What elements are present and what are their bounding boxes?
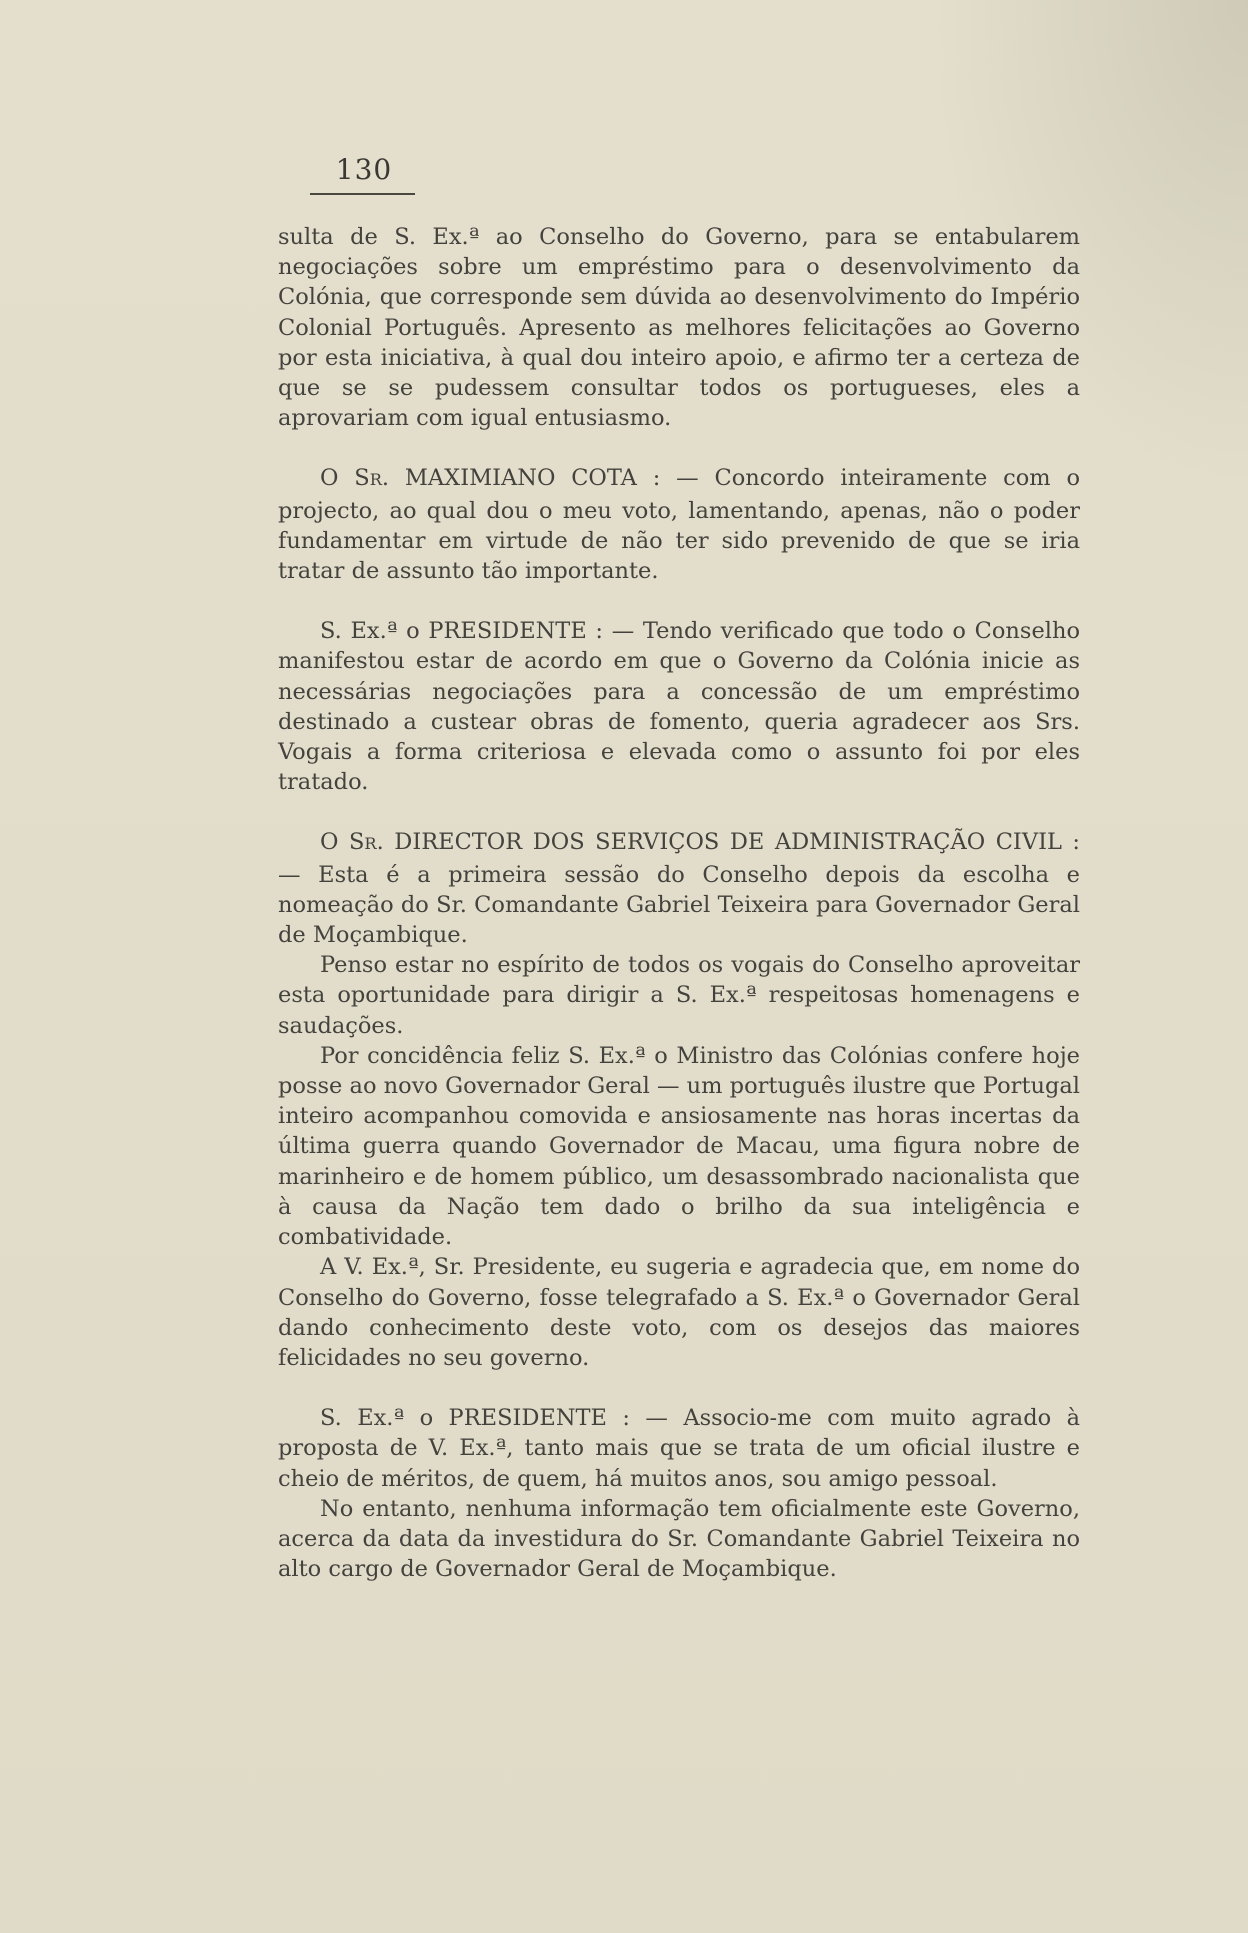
speaker-prefix-small: R bbox=[364, 834, 377, 854]
speaker-prefix: O S bbox=[320, 465, 370, 492]
paragraph-2 bbox=[278, 463, 1080, 586]
paragraph-text: A V. Ex.ª, Sr. Presidente, eu sugeria e agradecia que, em nome do Conselho do Governo, fosse telegrafado a S. Ex.ª o Governador Geral dando conhecimento deste voto, com os desejos das maiores felicidades no seu governo. bbox=[278, 1254, 1080, 1371]
speaker-label: . DIRECTOR DOS SERVIÇOS DE ADMINISTRAÇÃO CIVIL : — bbox=[278, 829, 1081, 888]
paragraph-4 bbox=[278, 827, 1080, 950]
paragraph-9 bbox=[278, 1494, 1080, 1585]
paragraph-text: Esta é a primeira sessão do Conselho depois da escolha e nomeação do Sr. Comandante Gabriel Teixeira para Governador Geral de Moçambique. bbox=[278, 861, 1081, 949]
speaker-prefix-small: R bbox=[369, 470, 382, 490]
paragraph-text: Penso estar no espírito de todos os vogais do Conselho aproveitar esta oportunidade para dirigir a S. Ex.ª respeitosas homenagens e saudações. bbox=[278, 952, 1080, 1039]
paragraph-5 bbox=[278, 950, 1080, 1041]
speaker-prefix: O S bbox=[320, 829, 365, 856]
paragraph-1 bbox=[278, 222, 1080, 433]
document-body bbox=[278, 222, 1080, 1584]
speaker-label: . MAXIMIANO COTA : — bbox=[381, 465, 715, 492]
speaker-label: S. Ex.ª o PRESIDENTE : — bbox=[320, 1405, 684, 1432]
speaker-label: S. Ex.ª o PRESIDENTE : — bbox=[320, 618, 643, 645]
paragraph-3 bbox=[278, 616, 1080, 797]
paragraph-text: No entanto, nenhuma informação tem oficialmente este Governo, acerca da data da investidura do Sr. Comandante Gabriel Teixeira no alto cargo de Governador Geral de Moçambique. bbox=[278, 1495, 1080, 1583]
paragraph-text: Por concidência feliz S. Ex.ª o Ministro das Colónias confere hoje posse ao novo Governador Geral — um português ilustre que Portugal inteiro acompanhou comovida e ansiosamente nas horas incertas da última guerra quando Governador de Macau, uma figura nobre de marinheiro e de homem público, um desassombrado nacionalista que à causa da Nação tem dado o brilho da sua inteligência e combatividade. bbox=[278, 1042, 1080, 1251]
paragraph-text: Concordo inteiramente com o projecto, ao qual dou o meu voto, lamentando, apenas, não o poder fundamentar em virtude de não ter sido prevenido de que se iria tratar de assunto tão importante. bbox=[278, 465, 1081, 585]
paragraph-7 bbox=[278, 1252, 1080, 1373]
paragraph-6 bbox=[278, 1041, 1080, 1252]
paragraph-text: Tendo verificado que todo o Conselho manifestou estar de acordo em que o Governo da Colónia inicie as necessárias negociações para a concessão de um empréstimo destinado a custear obras de fomento, queria agradecer aos Srs. Vogais a forma criteriosa e elevada como o assunto foi por eles tratado. bbox=[278, 618, 1080, 796]
paragraph-text: Associo-me com muito agrado à proposta de V. Ex.ª, tanto mais que se trata de um oficial ilustre e cheio de méritos, de quem, há muitos anos, sou amigo pessoal. bbox=[278, 1405, 1080, 1492]
page-number: 130 bbox=[335, 153, 393, 186]
paragraph-8 bbox=[278, 1403, 1080, 1494]
paragraph-text: sulta de S. Ex.ª ao Conselho do Governo, para se entabularem negociações sobre um empréstimo para o desenvolvimento da Colónia, que corresponde sem dúvida ao desenvolvimento do Império Colonial Português. Apresento as melhores felicitações ao Governo por esta iniciativa, à qual dou inteiro apoio, e afirmo ter a certeza de que se se pudessem consultar todos os portugueses, eles a aprovariam com igual entusiasmo. bbox=[278, 224, 1080, 432]
page-number-rule bbox=[310, 193, 415, 195]
